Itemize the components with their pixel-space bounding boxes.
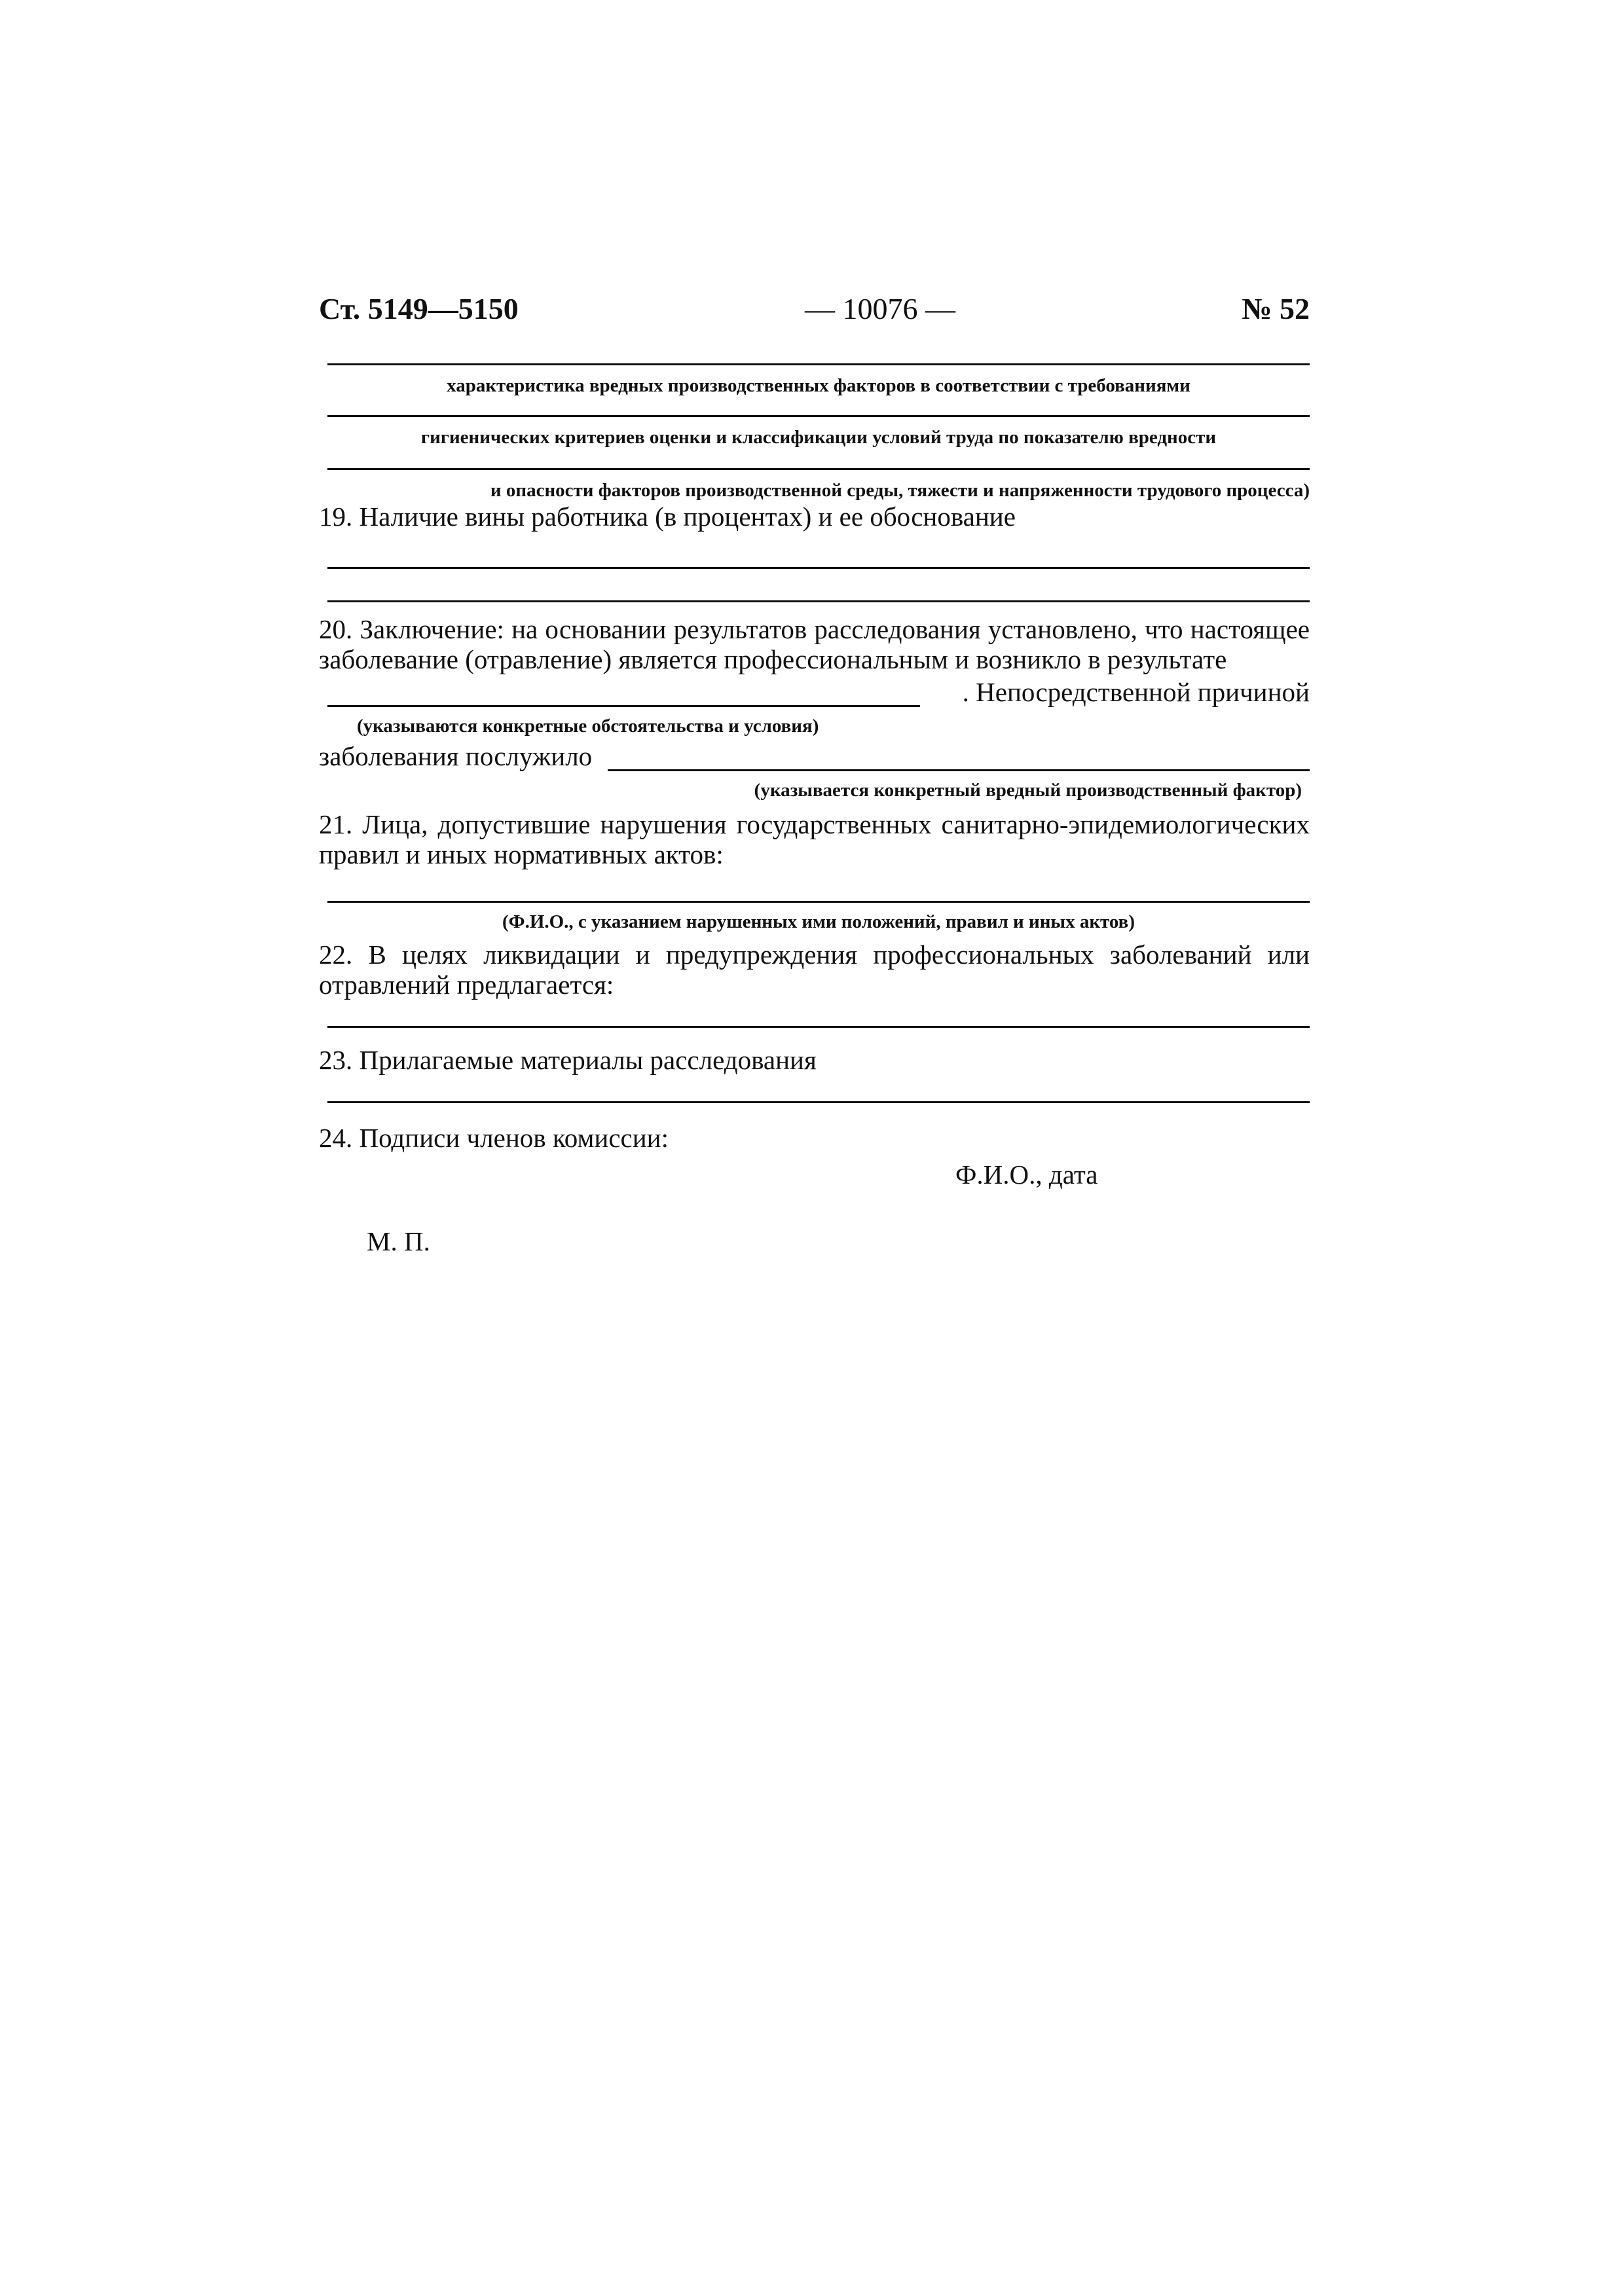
item-20: 20. Заключение: на основании результатов расследования установлено, что настоящее заболевание (отравление) является профессиональным и возникло в результате xyxy=(319,614,1310,674)
item-20-tail: . Непосредственной причиной xyxy=(962,677,1310,707)
field-caption: и опасности факторов производственной среды, тяжести и напряженности трудового процесса) xyxy=(490,480,1310,501)
article-reference: Ст. 5149—5150 xyxy=(319,292,519,325)
document-page xyxy=(319,291,1310,1256)
field-caption: (Ф.И.О., с указанием нарушенных ими положений, правил и иных актов) xyxy=(502,911,1135,932)
field-caption: гигиенических критериев оценки и классификации условий труда по показателю вредности xyxy=(420,427,1217,448)
item-24: 24. Подписи членов комиссии: xyxy=(319,1123,669,1153)
blank-line xyxy=(327,468,1310,470)
circumstances-field[interactable] xyxy=(327,682,920,707)
blank-line xyxy=(327,363,1310,365)
cause-field[interactable] xyxy=(608,746,1310,771)
issue-number: № 52 xyxy=(1242,292,1310,325)
page-header xyxy=(319,291,1310,338)
field-caption: характеристика вредных производственных факторов в соответствии с требованиями xyxy=(447,375,1190,396)
item-23: 23. Прилагаемые материалы расследования xyxy=(319,1045,817,1075)
item-20-circumstances-row xyxy=(319,677,1310,707)
signature-caption: Ф.И.О., дата xyxy=(955,1159,1098,1190)
field-caption: (указываются конкретные обстоятельства и условия) xyxy=(357,716,819,737)
stamp-place: М. П. xyxy=(367,1226,430,1256)
cause-label: заболевания послужило xyxy=(319,741,593,771)
blank-line xyxy=(327,901,1310,903)
item-22: 22. В целях ликвидации и предупреждения профессиональных заболеваний или отравлений предлагается: xyxy=(319,939,1310,1000)
item-21: 21. Лица, допустившие нарушения государственных санитарно-эпидемиологических правил и иных нормативных актов: xyxy=(319,809,1310,869)
field-caption: (указывается конкретный вредный производственный фактор) xyxy=(754,780,1302,801)
blank-line xyxy=(327,415,1310,417)
item-20-cause-row xyxy=(319,741,1310,771)
page-number: — 10076 — xyxy=(805,292,955,325)
item-19: 19. Наличие вины работника (в процентах) и ее обоснование xyxy=(319,501,1016,532)
